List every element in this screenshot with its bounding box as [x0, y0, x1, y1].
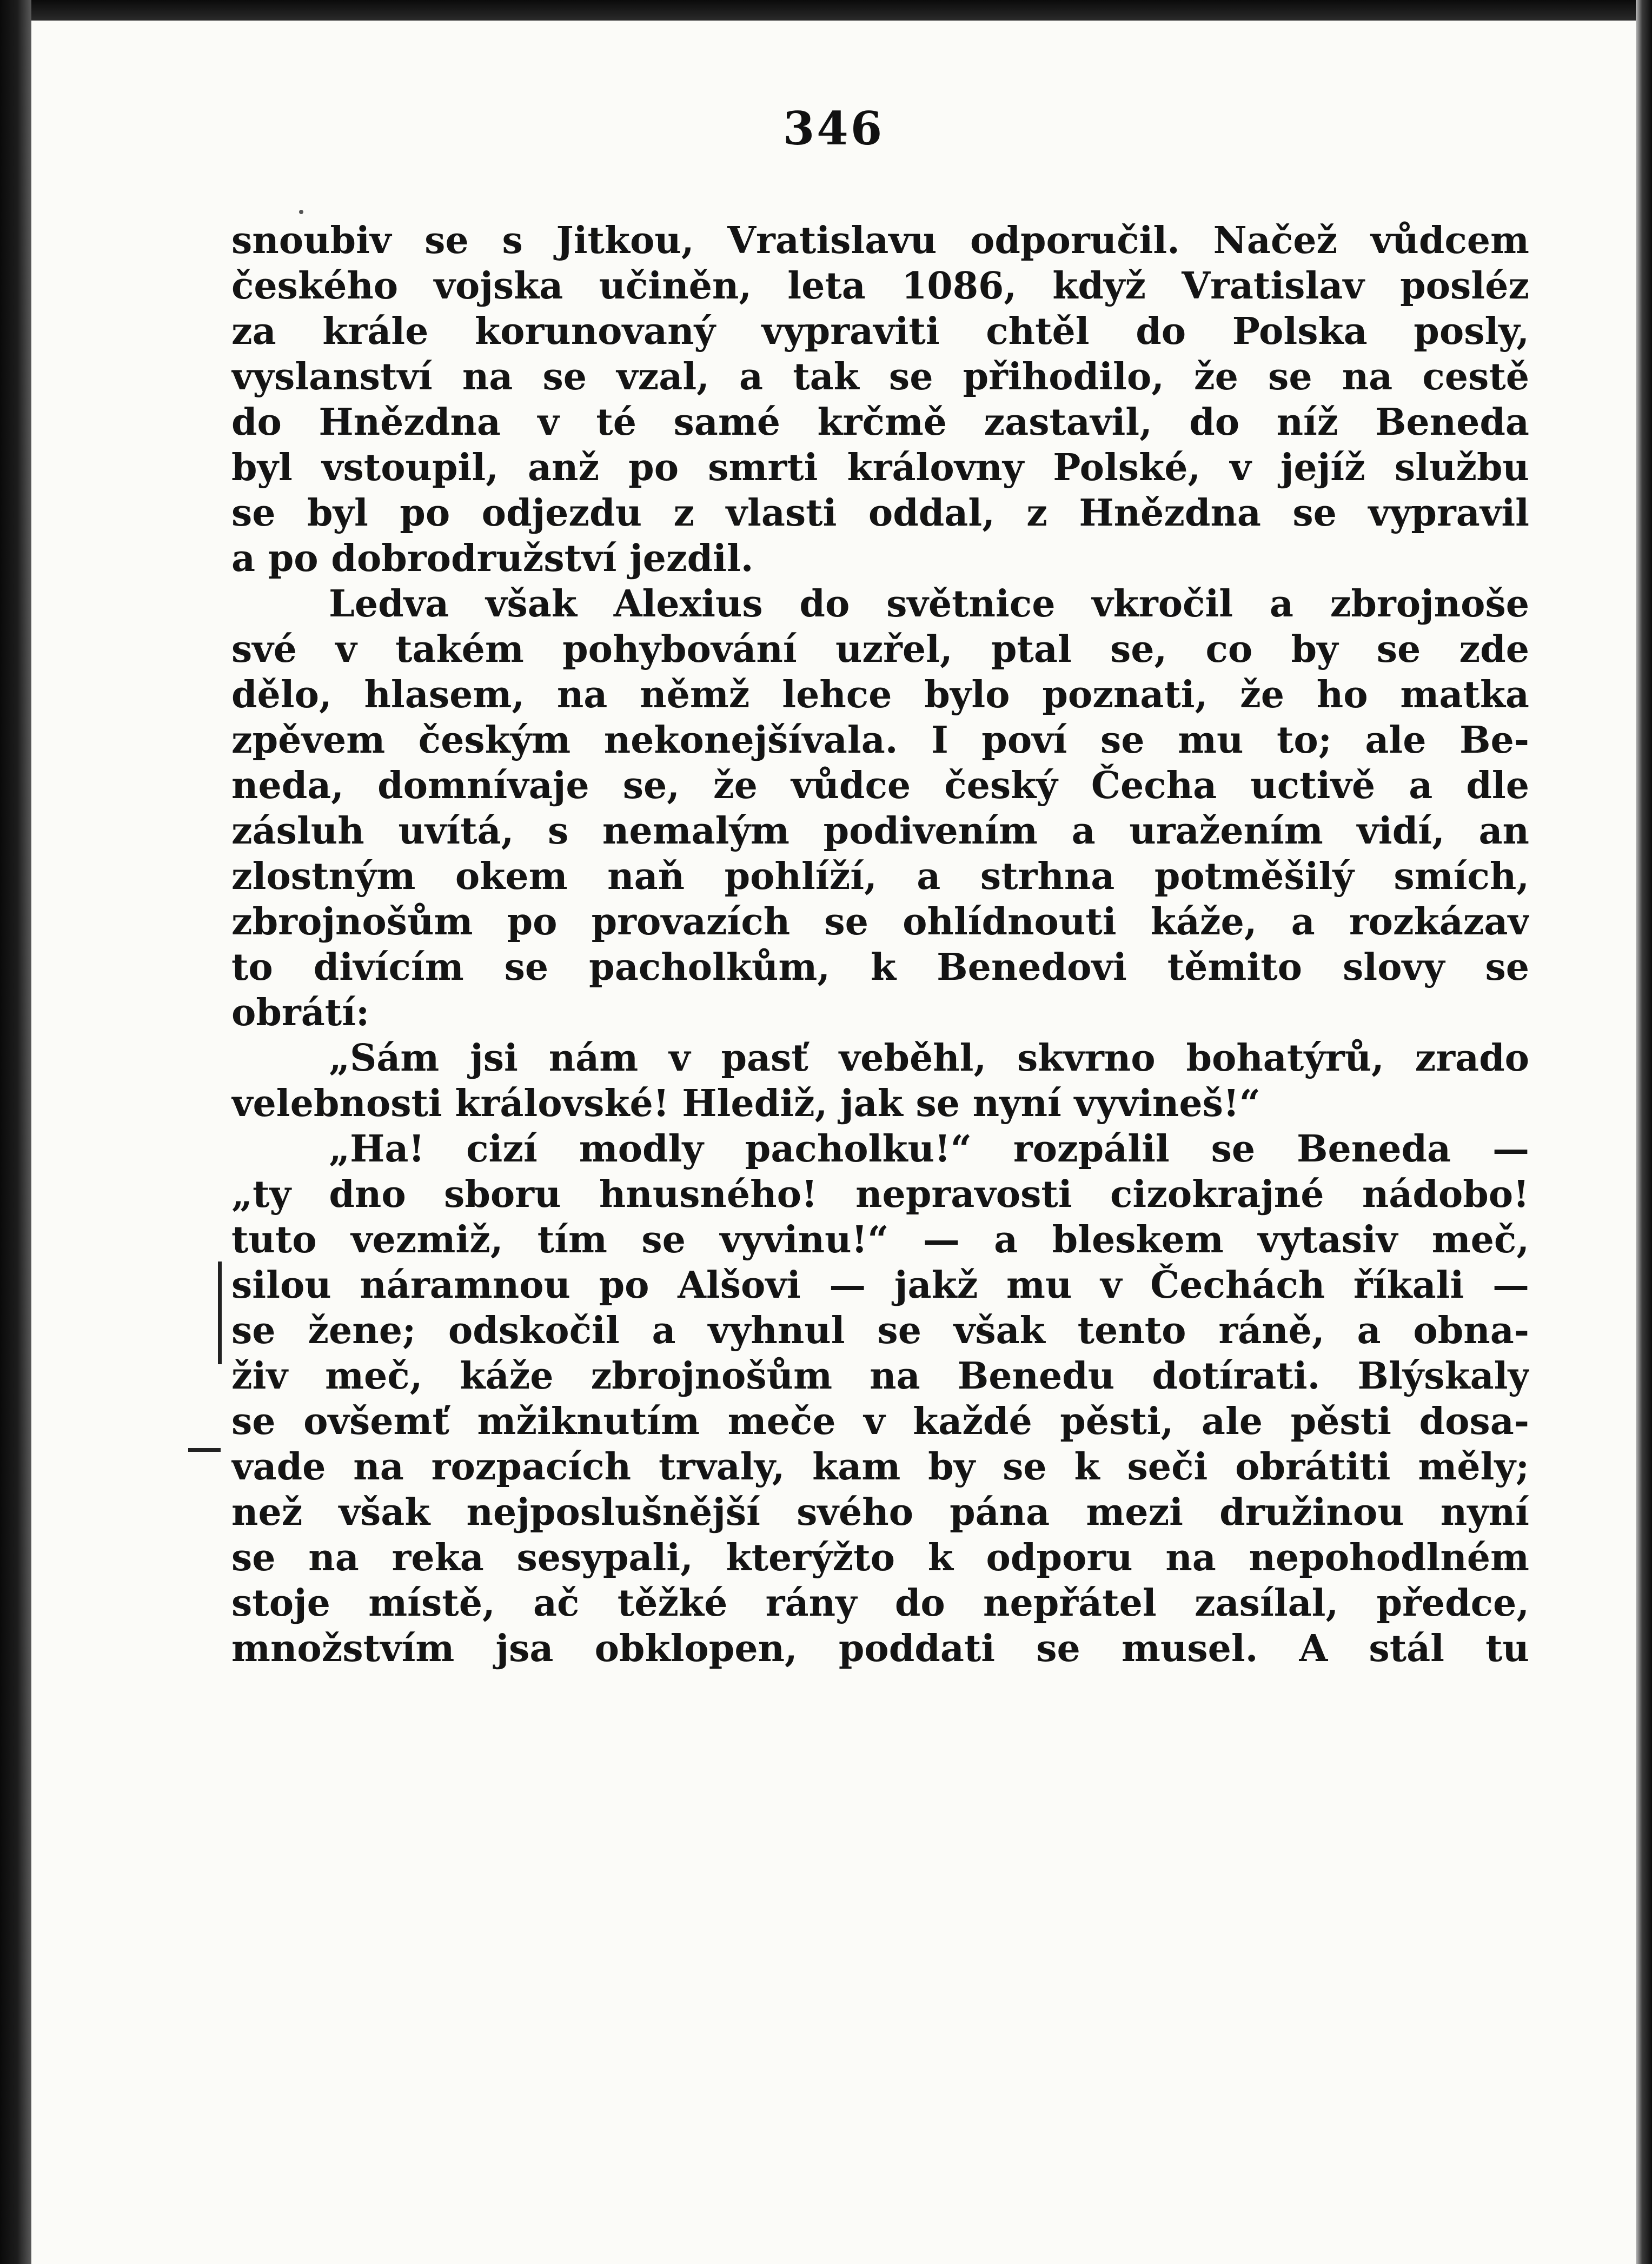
- text-line: obrátí:: [231, 991, 370, 1034]
- text-line: byl vstoupil, anž po smrti královny Polské, v jejíž službu: [231, 446, 1529, 489]
- text-line: než však nejposlušnější svého pána mezi družinou nyní: [231, 1491, 1529, 1534]
- text-line: do Hnězdna v té samé krčmě zastavil, do níž Beneda: [231, 401, 1529, 444]
- text-line: se byl po odjezdu z vlasti oddal, z Hnězdna se vypravil: [231, 492, 1529, 535]
- text-line: své v takém pohybování uzřel, ptal se, co by se zde: [231, 628, 1529, 671]
- text-line: se žene; odskočil a vyhnul se však tento ráně, a obna-: [231, 1309, 1529, 1352]
- margin-bar-mark: [218, 1262, 222, 1364]
- text-line: množstvím jsa obklopen, poddati se musel. A stál tu: [231, 1627, 1529, 1670]
- text-line: za krále korunovaný vypraviti chtěl do Polska posly,: [231, 310, 1529, 353]
- margin-dot-mark: [299, 210, 303, 214]
- text-line: a po dobrodružství jezdil.: [231, 537, 754, 580]
- text-line: zbrojnošům po provazích se ohlídnouti káže, a rozkázav: [231, 900, 1529, 944]
- text-line: „Sám jsi nám v pasť veběhl, skvrno bohatýrů, zrado: [329, 1037, 1529, 1080]
- text-line: snoubiv se s Jitkou, Vratislavu odporučil. Načež vůdcem: [231, 219, 1529, 262]
- text-line: tuto vezmiž, tím se vyvinu!“ — a bleskem vytasiv meč,: [231, 1218, 1529, 1262]
- text-line: zlostným okem naň pohlíží, a strhna potměšilý smích,: [231, 855, 1529, 898]
- text-line: neda, domnívaje se, že vůdce český Čecha uctivě a dle: [231, 764, 1529, 807]
- text-line: dělo, hlasem, na němž lehce bylo poznati, že ho matka: [231, 673, 1529, 716]
- text-line: zásluh uvítá, s nemalým podivením a uražením vidí, an: [231, 809, 1529, 853]
- page-number: 346: [782, 102, 885, 155]
- text-line: živ meč, káže zbrojnošům na Benedu dotírati. Blýskaly: [231, 1355, 1529, 1398]
- text-line: to divícím se pacholkům, k Benedovi těmito slovy se: [231, 946, 1529, 989]
- text-line: českého vojska učiněn, leta 1086, když Vratislav posléz: [231, 264, 1529, 308]
- text-line: vyslanství na se vzal, a tak se přihodilo, že se na cestě: [231, 355, 1529, 399]
- text-line: silou náramnou po Alšovi — jakž mu v Čechách říkali —: [231, 1264, 1529, 1307]
- scan-edge-right: [1636, 0, 1652, 2264]
- text-line: vade na rozpacích trvaly, kam by se k seči obrátiti měly;: [231, 1445, 1529, 1489]
- book-page: [31, 21, 1636, 2264]
- text-line: se ovšemť mžiknutím meče v každé pěsti, ale pěsti dosa-: [231, 1400, 1529, 1443]
- margin-dash-mark: [188, 1448, 221, 1452]
- text-line: Ledva však Alexius do světnice vkročil a zbrojnoše: [329, 582, 1529, 626]
- scan-edge-left: [0, 0, 31, 2264]
- text-line: se na reka sesypali, kterýžto k odporu na nepohodlném: [231, 1536, 1529, 1579]
- text-line: zpěvem českým nekonejšívala. I poví se mu to; ale Be-: [231, 719, 1529, 762]
- text-line: „ty dno sboru hnusného! nepravosti cizokrajné nádobo!: [231, 1173, 1529, 1216]
- text-line: velebnosti královské! Hlediž, jak se nyní vyvineš!“: [231, 1082, 1260, 1125]
- text-line: stoje místě, ač těžké rány do nepřátel zasílal, předce,: [231, 1582, 1529, 1625]
- scan-edge-top: [0, 0, 1652, 21]
- body-text: [231, 218, 1529, 1671]
- text-line: „Ha! cizí modly pacholku!“ rozpálil se Beneda —: [329, 1127, 1529, 1171]
